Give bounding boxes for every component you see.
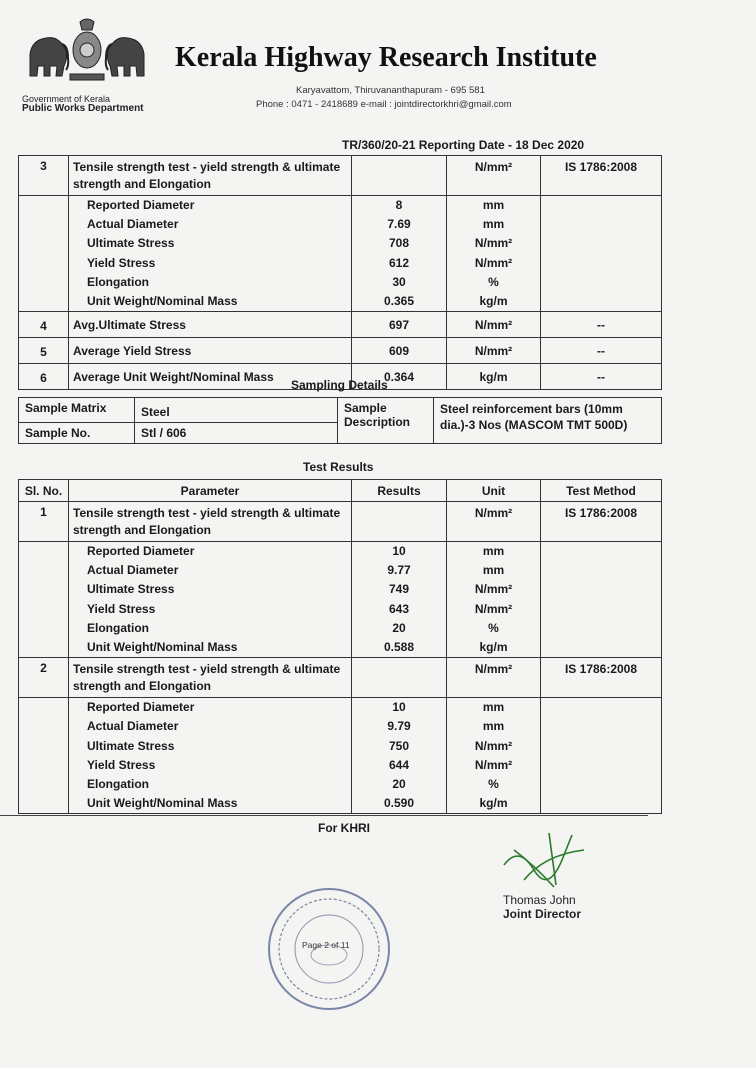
subparam-label: Reported Diameter xyxy=(87,198,195,212)
result-value: 30 xyxy=(392,274,406,289)
parameter-cell: Average Yield Stress xyxy=(69,338,352,364)
subparam-label: Reported Diameter xyxy=(87,544,195,558)
table-row xyxy=(19,658,662,698)
subparam-list xyxy=(69,698,352,814)
subparam-label: Actual Diameter xyxy=(87,563,179,578)
unit-value: mm xyxy=(482,544,505,558)
unit-cell: kg/m xyxy=(447,364,541,390)
unit-value: kg/m xyxy=(479,796,508,811)
signatory xyxy=(503,893,581,921)
government-label xyxy=(22,94,144,114)
result-value: 749 xyxy=(388,582,410,597)
subparam-label: Yield Stress xyxy=(87,255,156,270)
method-cell: -- xyxy=(541,338,662,364)
method-cell: IS 1786:2008 xyxy=(541,156,662,196)
unit-value: N/mm² xyxy=(474,255,513,270)
method-cell xyxy=(541,542,662,658)
for-khri-label: For KHRI xyxy=(318,821,370,835)
institute-address: Karyavattom, Thiruvananthapuram - 695 581 xyxy=(296,85,485,96)
page-number: Page 2 of 11 xyxy=(302,940,350,950)
parameter-cell: Tensile strength test - yield strength & ultimate strength and Elongation xyxy=(69,658,352,698)
sl-cell xyxy=(19,196,69,312)
kerala-emblem-icon xyxy=(22,14,152,84)
table-row xyxy=(19,338,662,364)
subparam-label: Unit Weight/Nominal Mass xyxy=(87,640,238,655)
unit-value: mm xyxy=(482,719,505,734)
unit-value: kg/m xyxy=(479,294,508,309)
result-value: 612 xyxy=(388,255,410,270)
sl-cell xyxy=(19,542,69,658)
subparam-label: Elongation xyxy=(87,274,149,289)
table-row xyxy=(19,196,662,312)
result-value: 0.588 xyxy=(383,640,415,655)
unit-value: N/mm² xyxy=(474,601,513,616)
unit-value: mm xyxy=(482,217,505,232)
parameter-cell: Tensile strength test - yield strength & ultimate strength and Elongation xyxy=(69,156,352,196)
test-results-table xyxy=(18,479,662,814)
institute-contact: Phone : 0471 - 2418689 e-mail : jointdirectorkhri@gmail.com xyxy=(256,99,512,110)
table-row xyxy=(19,502,662,542)
header-unit: Unit xyxy=(447,480,541,502)
method-cell: -- xyxy=(541,364,662,390)
result-value: 20 xyxy=(392,777,406,792)
unit-value: kg/m xyxy=(479,640,508,655)
sl-cell: 6 xyxy=(19,364,69,390)
sampling-table xyxy=(18,397,662,444)
unit-cell: N/mm² xyxy=(447,312,541,338)
subparam-label: Elongation xyxy=(87,777,149,792)
unit-value: mm xyxy=(482,563,505,578)
method-cell xyxy=(541,698,662,814)
gov-line-2: Public Works Department xyxy=(22,103,144,114)
sample-no-value: Stl / 606 xyxy=(135,423,338,444)
result-value: 7.69 xyxy=(387,217,411,232)
parameter-cell: Tensile strength test - yield strength & ultimate strength and Elongation xyxy=(69,502,352,542)
result-value: 9.79 xyxy=(387,719,411,734)
sl-cell xyxy=(19,698,69,814)
sl-cell: 3 xyxy=(19,156,69,196)
results-title: Test Results xyxy=(303,460,374,474)
result-value: 644 xyxy=(388,757,410,772)
subparam-label: Elongation xyxy=(87,620,149,635)
result-cell: 609 xyxy=(352,338,447,364)
result-cell xyxy=(352,502,447,542)
subparam-label: Reported Diameter xyxy=(87,700,195,715)
header-method: Test Method xyxy=(541,480,662,502)
unit-value: % xyxy=(488,620,499,635)
table-header-row xyxy=(19,480,662,502)
unit-value: N/mm² xyxy=(474,757,513,772)
result-value: 643 xyxy=(388,601,410,616)
result-value: 750 xyxy=(388,738,410,753)
unit-value: % xyxy=(488,777,499,792)
sl-cell: 4 xyxy=(19,312,69,338)
result-list xyxy=(352,196,447,312)
result-cell: 0.364 xyxy=(352,364,447,390)
unit-value: N/mm² xyxy=(474,582,513,597)
result-value: 9.77 xyxy=(387,563,411,578)
table-row xyxy=(19,542,662,658)
institute-title: Kerala Highway Research Institute xyxy=(175,42,597,73)
parameter-cell: Avg.Ultimate Stress xyxy=(69,312,352,338)
sl-cell: 5 xyxy=(19,338,69,364)
unit-value: N/mm² xyxy=(474,738,513,753)
table-row xyxy=(19,312,662,338)
header-sl: Sl. No. xyxy=(19,480,69,502)
subparam-label: Ultimate Stress xyxy=(87,582,175,597)
matrix-value: Steel xyxy=(135,398,338,423)
sample-no-label: Sample No. xyxy=(19,423,135,444)
unit-list xyxy=(447,542,541,658)
subparam-label: Actual Diameter xyxy=(87,217,179,232)
result-value: 10 xyxy=(392,700,406,715)
result-value: 0.590 xyxy=(383,796,415,811)
unit-cell: N/mm² xyxy=(447,658,541,698)
subparam-label: Unit Weight/Nominal Mass xyxy=(87,294,238,309)
method-cell: IS 1786:2008 xyxy=(541,502,662,542)
unit-value: % xyxy=(488,274,499,289)
signer-name: Thomas John xyxy=(503,893,576,907)
method-cell: -- xyxy=(541,312,662,338)
footer-divider xyxy=(0,815,648,816)
result-value: 0.365 xyxy=(383,294,415,309)
subparam-label: Yield Stress xyxy=(87,601,156,616)
description-label: Sample Description xyxy=(338,398,434,444)
result-value: 10 xyxy=(392,544,406,558)
unit-value: N/mm² xyxy=(474,236,513,251)
parameter-cell: Average Unit Weight/Nominal Mass xyxy=(69,364,352,390)
header-results: Results xyxy=(352,480,447,502)
subparam-label: Ultimate Stress xyxy=(87,236,175,251)
sampling-title: Sampling Details xyxy=(291,378,388,392)
method-cell: IS 1786:2008 xyxy=(541,658,662,698)
unit-value: mm xyxy=(482,700,505,715)
subparam-label: Actual Diameter xyxy=(87,719,179,734)
result-value: 708 xyxy=(388,236,410,251)
unit-cell: N/mm² xyxy=(447,338,541,364)
matrix-label: Sample Matrix xyxy=(19,398,135,423)
subparam-label: Unit Weight/Nominal Mass xyxy=(87,796,238,811)
gov-line-1: Government of Kerala xyxy=(22,94,111,104)
result-list xyxy=(352,542,447,658)
result-cell: 697 xyxy=(352,312,447,338)
unit-cell: N/mm² xyxy=(447,502,541,542)
unit-value: mm xyxy=(482,198,505,212)
header-parameter: Parameter xyxy=(69,480,352,502)
table-row xyxy=(19,698,662,814)
signer-title: Joint Director xyxy=(503,907,582,921)
report-reference: TR/360/20-21 Reporting Date - 18 Dec 2020 xyxy=(342,138,585,152)
sl-cell: 2 xyxy=(19,658,69,698)
continued-results-table xyxy=(18,155,662,390)
method-cell xyxy=(541,196,662,312)
subparam-list xyxy=(69,542,352,658)
unit-list xyxy=(447,698,541,814)
table-row xyxy=(19,398,662,423)
description-value: Steel reinforcement bars (10mm dia.)-3 Nos (MASCOM TMT 500D) xyxy=(434,398,662,444)
sl-cell: 1 xyxy=(19,502,69,542)
subparam-label: Yield Stress xyxy=(87,757,156,772)
subparam-list xyxy=(69,196,352,312)
result-cell xyxy=(352,658,447,698)
table-row xyxy=(19,156,662,196)
unit-cell: N/mm² xyxy=(447,156,541,196)
result-cell xyxy=(352,156,447,196)
result-list xyxy=(352,698,447,814)
result-value: 8 xyxy=(395,198,403,212)
result-value: 20 xyxy=(392,620,406,635)
unit-list xyxy=(447,196,541,312)
subparam-label: Ultimate Stress xyxy=(87,738,175,753)
